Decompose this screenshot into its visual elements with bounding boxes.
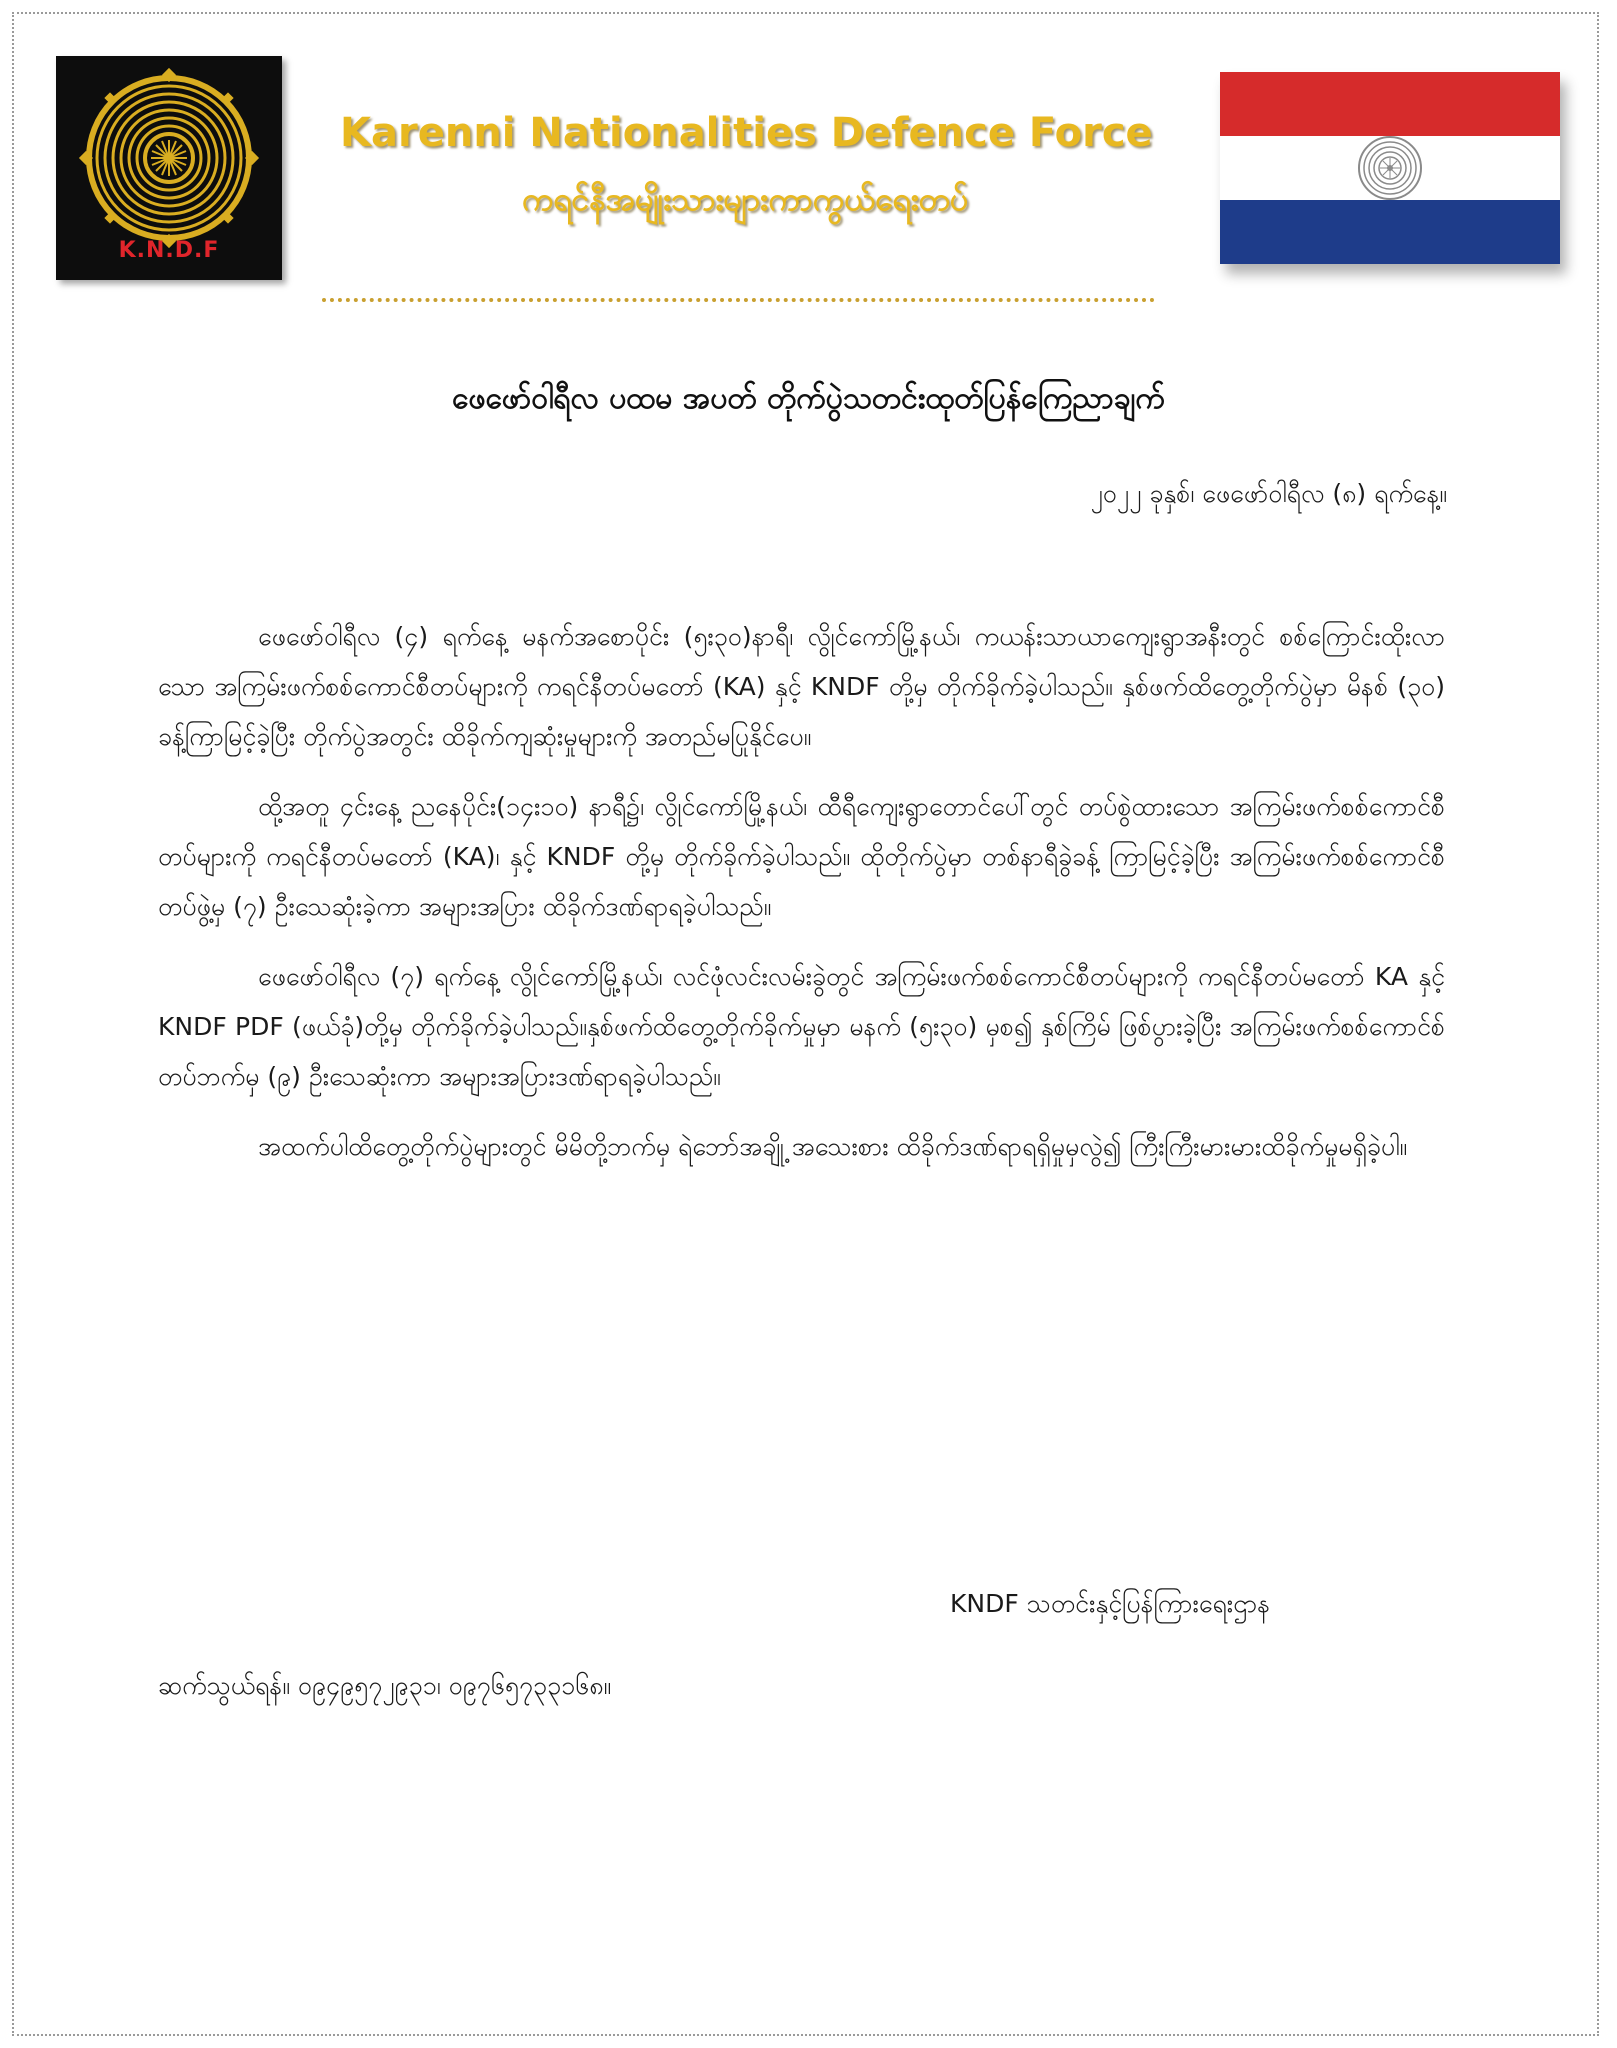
paragraph: ထို့အတူ ၄င်းနေ့ ညနေပိုင်း(၁၄း၁၀) နာရီ၌၊ လွိုင်ကော်မြို့နယ်၊ ထီရီကျေးရွာတောင်ပေါ်တွင် တပ်စွဲထားသော အကြမ်းဖက်စစ်ကောင်စီတပ်များကို ကရင်နီတပ်မတော် (KA)၊ နှင့် KNDF တို့မှ တိုက်ခိုက်ခဲ့ပါသည်။ ထိုတိုက်ပွဲမှာ တစ်နာရီခွဲခန့် ကြာမြင့်ခဲ့ပြီး အကြမ်းဖက်စစ်ကောင်စီတပ်ဖွဲ့မှ (၇) ဦးသေဆုံးခဲ့ကာ အများအပြား ထိခိုက်ဒဏ်ရာရခဲ့ပါသည်။ <box>158 792 1445 921</box>
document-body <box>158 612 1445 1192</box>
paragraph: အထက်ပါထိတွေ့တိုက်ပွဲများတွင် မိမိတို့ဘက်မှ ရဲဘော်အချို့ အသေးစား ထိခိုက်ဒဏ်ရာရရှိမှုမှလွဲ၍ ကြီးကြီးမားမားထိခိုက်မှုမရှိခဲ့ပါ။ <box>258 1132 1408 1161</box>
flag-blue-stripe <box>1220 200 1560 264</box>
contact-info: ဆက်သွယ်ရန်။ ၀၉၄၉၅၇၂၉၃၁၊ ၀၉၇၆၅၇၃၃၁၆၈။ <box>158 1671 612 1700</box>
karenni-flag <box>1220 72 1560 264</box>
flag-red-stripe <box>1220 72 1560 136</box>
paragraph: ဖေဖော်ဝါရီလ (၄) ရက်နေ့ မနက်အစောပိုင်း (၅း၃၀)နာရီ၊ လွိုင်ကော်မြို့နယ်၊ ကယန်းသာယာကျေးရွာအနီးတွင် စစ်ကြောင်းထိုးလာသော အကြမ်းဖက်စစ်ကောင်စီတပ်များကို ကရင်နီတပ်မတော် (KA) နှင့် KNDF တို့မှ တိုက်ခိုက်ခဲ့ပါသည်။ နှစ်ဖက်ထိတွေ့တိုက်ပွဲမှာ မိနစ် (၃၀) ခန့်ကြာမြင့်ခဲ့ပြီး တိုက်ပွဲအတွင်း ထိခိုက်ကျဆုံးမှုများကို အတည်မပြုနိုင်ပေ။ <box>158 622 1445 751</box>
paragraph: ဖေဖော်ဝါရီလ (၇) ရက်နေ့ လွိုင်ကော်မြို့နယ်၊ လင်ဖုံလင်းလမ်းခွဲတွင် အကြမ်းဖက်စစ်ကောင်စီတပ်များကို ကရင်နီတပ်မတော် KA နှင့် KNDF PDF (ဖယ်ခုံ)တို့မှ တိုက်ခိုက်ခဲ့ပါသည်။နှစ်ဖက်ထိတွေ့တိုက်ခိုက်မှုမှာ မနက် (၅း၃၀) မှစ၍ နှစ်ကြိမ် ဖြစ်ပွားခဲ့ပြီး အကြမ်းဖက်စစ်ကောင်စ်တပ်ဘက်မှ (၉) ဦးသေဆုံးကာ အများအပြားဒဏ်ရာရခဲ့ပါသည်။ <box>158 962 1445 1091</box>
header-title-en: Karenni Nationalities Defence Force <box>340 110 1153 156</box>
header-title-my: ကရင်နီအမျိုးသားများကာကွယ်ရေးတပ် <box>521 180 969 218</box>
document-title: ဖေဖော်ဝါရီလ ပထမ အပတ် တိုက်ပွဲသတင်းထုတ်ပြန်ကြေညာချက် <box>452 381 1165 416</box>
flag-emblem-icon <box>1356 134 1424 202</box>
logo-label: K.N.D.F <box>118 238 220 263</box>
header-divider <box>322 298 1155 302</box>
document-date: ၂၀၂၂ ခုနှစ်၊ ဖေဖော်ဝါရီလ (၈) ရက်နေ့။ <box>1090 479 1447 508</box>
signature: KNDF သတင်းနှင့်ပြန်ကြားရေးဌာန <box>950 1589 1271 1618</box>
kndf-logo <box>56 56 282 280</box>
